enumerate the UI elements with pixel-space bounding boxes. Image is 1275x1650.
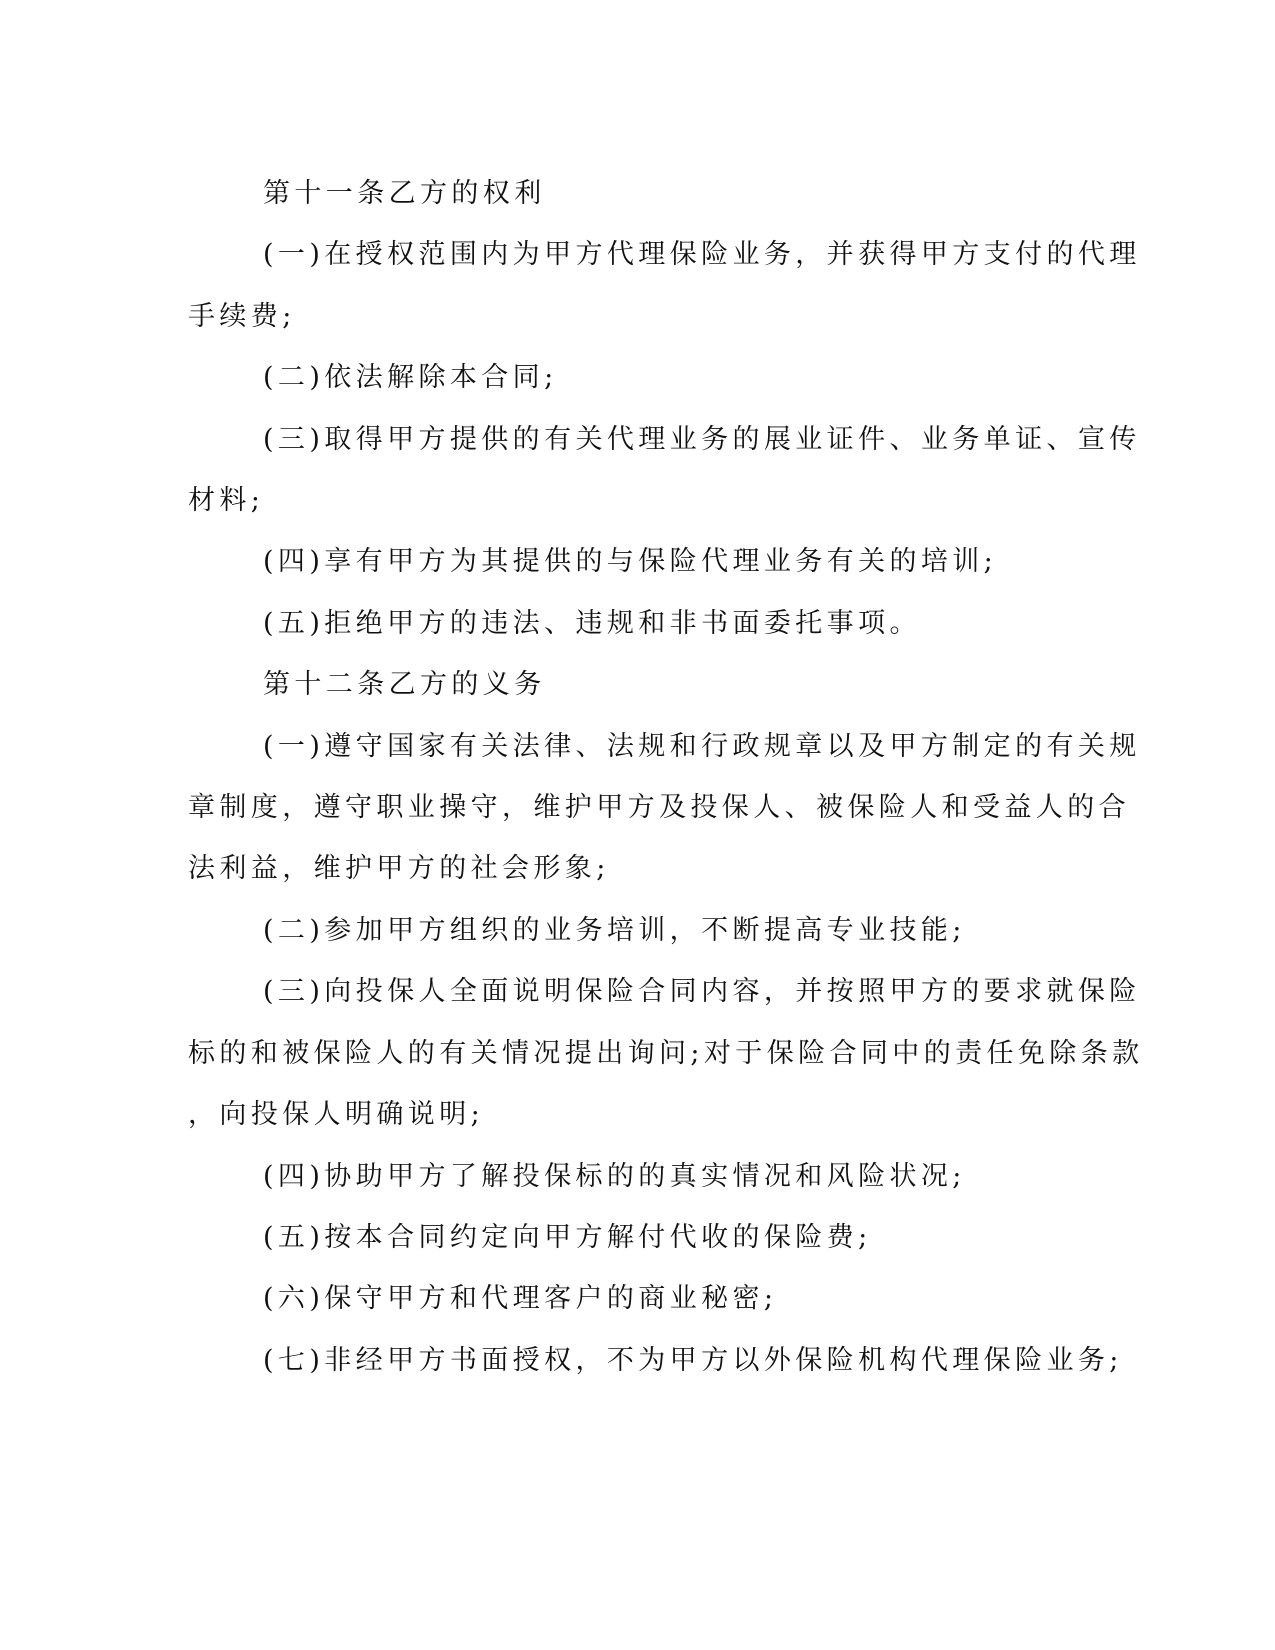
paragraph-line: (一)遵守国家有关法律、法规和行政规章以及甲方制定的有关规 — [263, 730, 1141, 762]
paragraph-line: (三)取得甲方提供的有关代理业务的展业证件、业务单证、宣传 — [263, 423, 1141, 455]
article-12-item-1 — [188, 716, 1141, 900]
article-11-item-1 — [188, 224, 1141, 347]
article-12-item-4: (四)协助甲方了解投保标的的真实情况和风险状况; — [263, 1160, 966, 1192]
article-11-item-2: (二)依法解除本合同; — [263, 362, 558, 394]
article-11-heading: 第十一条乙方的权利 — [263, 178, 546, 209]
document-body — [188, 163, 1144, 1391]
paragraph-line: (一)在授权范围内为甲方代理保险业务，并获得甲方支付的代理 — [263, 239, 1141, 271]
paragraph-line: ，向投保人明确说明; — [188, 1099, 485, 1131]
article-11-item-3 — [188, 409, 1141, 532]
paragraph-line: 手续费; — [188, 300, 296, 332]
paragraph-line: (三)向投保人全面说明保险合同内容，并按照甲方的要求就保险 — [263, 976, 1141, 1008]
article-12-heading: 第十二条乙方的义务 — [263, 669, 546, 701]
article-12-item-5: (五)按本合同约定向甲方解付代收的保险费; — [263, 1221, 872, 1253]
article-11-item-4: (四)享有甲方为其提供的与保险代理业务有关的培训; — [263, 546, 998, 578]
paragraph-line: 标的和被保险人的有关情况提出询问;对于保险合同中的责任免除条款 — [188, 1037, 1144, 1069]
article-12-item-2: (二)参加甲方组织的业务培训，不断提高专业技能; — [263, 914, 966, 946]
paragraph-line: 材料; — [188, 485, 265, 517]
article-12-item-7: (七)非经甲方书面授权，不为甲方以外保险机构代理保险业务; — [263, 1344, 1123, 1376]
article-12-item-6: (六)保守甲方和代理客户的商业秘密; — [263, 1283, 778, 1315]
article-11-item-5: (五)拒绝甲方的违法、违规和非书面委托事项。 — [263, 607, 921, 639]
paragraph-line: 章制度，遵守职业操守，维护甲方及投保人、被保险人和受益人的合 — [188, 792, 1130, 824]
paragraph-line: 法利益，维护甲方的社会形象; — [188, 853, 610, 885]
article-12-item-3 — [188, 961, 1144, 1145]
